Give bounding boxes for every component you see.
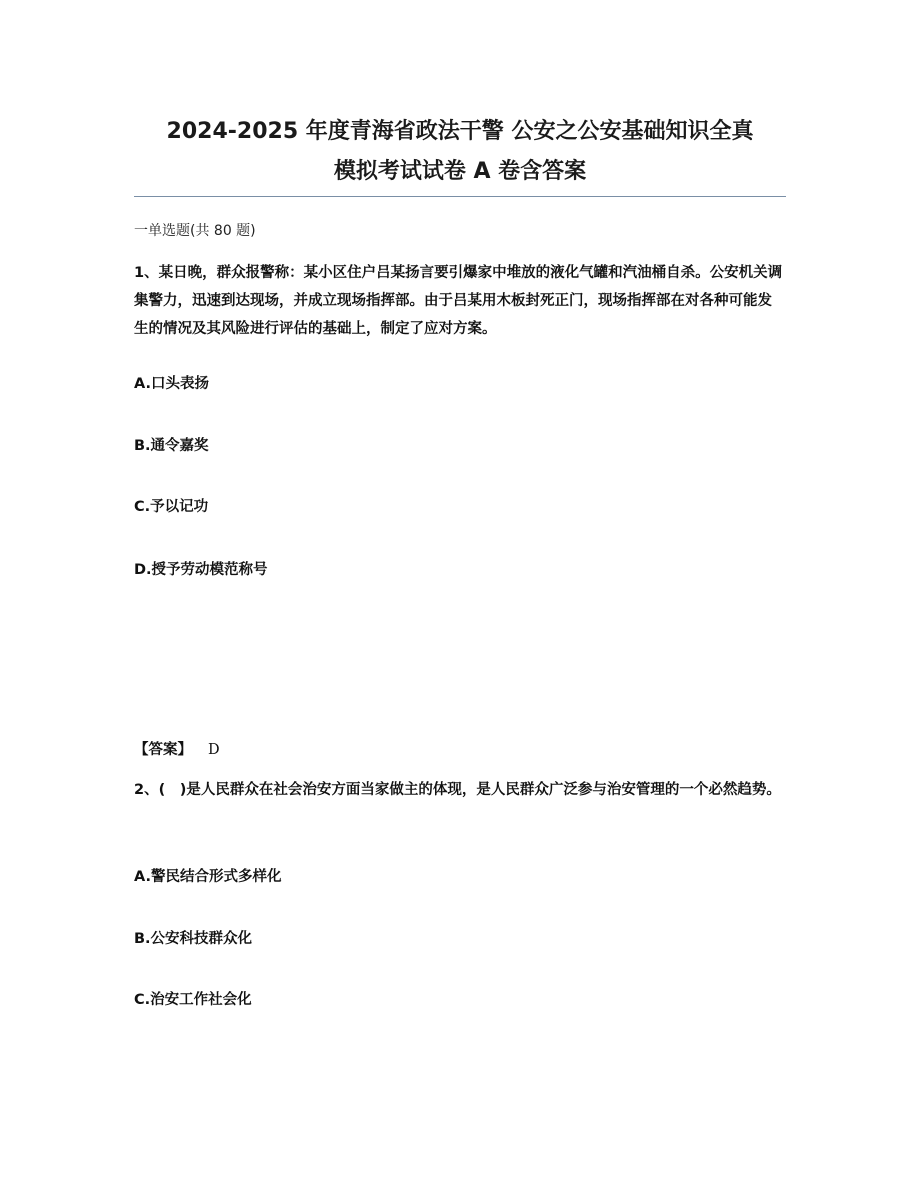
- question-1-option-c: C.予以记功: [134, 499, 209, 515]
- question-2-option-a: A.警民结合形式多样化: [134, 869, 282, 885]
- section-heading: 一单选题(共 80 题): [134, 223, 256, 239]
- answer-label: 【答案】: [134, 742, 192, 758]
- question-1-stem: 1、某日晚，群众报警称：某小区住户吕某扬言要引爆家中堆放的液化气罐和汽油桶自杀。公安机关调集警力，迅速到达现场，并成立现场指挥部。由于吕某用木板封死正门，现场指挥部在对各种可能发生的情况及其风险进行评估的基础上，制定了应对方案。: [134, 265, 783, 337]
- question-2-stem: 2、( )是人民群众在社会治安方面当家做主的体现，是人民群众广泛参与治安管理的一个必然趋势。: [134, 782, 781, 798]
- question-1-option-b: B.通令嘉奖: [134, 438, 209, 454]
- question-2-option-c: C.治安工作社会化: [134, 992, 252, 1008]
- answer-value: D: [208, 742, 220, 758]
- question-2-option-b: B.公安科技群众化: [134, 931, 253, 947]
- title-line-1: 2024-2025 年度青海省政法干警 公安之公安基础知识全真: [166, 119, 754, 144]
- title-line-2: 模拟考试试卷 A 卷含答案: [333, 159, 587, 184]
- question-1-option-a: A.口头表扬: [134, 376, 209, 392]
- title-divider: [134, 196, 786, 197]
- question-1-answer: [134, 740, 220, 760]
- question-1-option-d: D.授予劳动模范称号: [134, 562, 268, 578]
- document-title: [134, 112, 786, 192]
